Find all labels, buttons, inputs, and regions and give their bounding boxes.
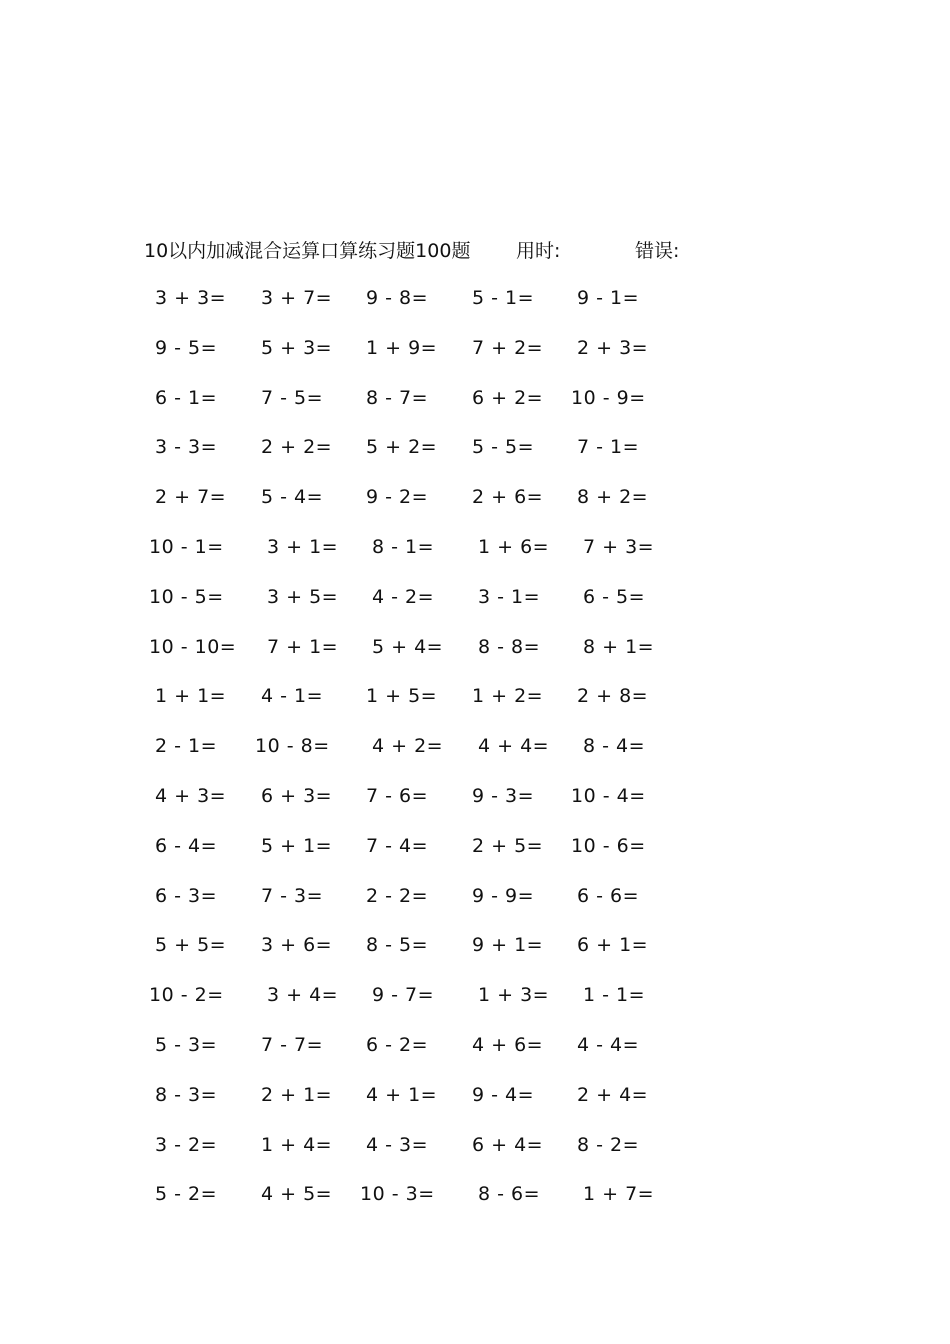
arithmetic-problem: 7 - 3=	[261, 885, 324, 907]
arithmetic-problem: 5 + 1=	[261, 835, 333, 857]
arithmetic-problem: 1 + 9=	[366, 337, 438, 359]
arithmetic-problem: 1 + 2=	[472, 685, 544, 707]
arithmetic-problem: 4 + 4=	[478, 735, 550, 757]
arithmetic-problem: 8 + 2=	[577, 486, 649, 508]
arithmetic-problem: 7 + 3=	[583, 536, 655, 558]
arithmetic-problem: 9 - 8=	[366, 287, 429, 309]
arithmetic-problem: 10 - 2=	[149, 984, 224, 1006]
arithmetic-problem: 10 - 5=	[149, 586, 224, 608]
arithmetic-problem: 8 - 2=	[577, 1134, 640, 1156]
arithmetic-problem: 7 - 1=	[577, 436, 640, 458]
arithmetic-problem: 5 - 2=	[155, 1183, 218, 1205]
arithmetic-problem: 4 + 2=	[372, 735, 444, 757]
arithmetic-problem: 6 - 3=	[155, 885, 218, 907]
arithmetic-problem: 6 + 2=	[472, 387, 544, 409]
arithmetic-problem: 2 + 1=	[261, 1084, 333, 1106]
time-used-label: 用时:	[516, 240, 561, 262]
arithmetic-problem: 5 + 4=	[372, 636, 444, 658]
arithmetic-problem: 8 - 1=	[372, 536, 435, 558]
arithmetic-problem: 4 + 3=	[155, 785, 227, 807]
arithmetic-problem: 5 + 3=	[261, 337, 333, 359]
arithmetic-problem: 4 - 3=	[366, 1134, 429, 1156]
arithmetic-problem: 7 + 1=	[267, 636, 339, 658]
worksheet-title: 10以内加减混合运算口算练习题100题	[144, 240, 471, 262]
arithmetic-problem: 8 - 3=	[155, 1084, 218, 1106]
arithmetic-problem: 3 + 4=	[267, 984, 339, 1006]
arithmetic-problem: 4 + 6=	[472, 1034, 544, 1056]
arithmetic-problem: 10 - 10=	[149, 636, 237, 658]
arithmetic-problem: 10 - 6=	[571, 835, 646, 857]
arithmetic-problem: 8 - 7=	[366, 387, 429, 409]
arithmetic-problem: 10 - 1=	[149, 536, 224, 558]
arithmetic-problem: 1 - 1=	[583, 984, 646, 1006]
arithmetic-problem: 3 - 2=	[155, 1134, 218, 1156]
arithmetic-problem: 3 - 3=	[155, 436, 218, 458]
arithmetic-problem: 6 - 5=	[583, 586, 646, 608]
arithmetic-problem: 3 + 1=	[267, 536, 339, 558]
arithmetic-problem: 1 + 7=	[583, 1183, 655, 1205]
arithmetic-problem: 2 - 2=	[366, 885, 429, 907]
arithmetic-problem: 6 + 3=	[261, 785, 333, 807]
arithmetic-problem: 9 - 4=	[472, 1084, 535, 1106]
arithmetic-problem: 1 + 1=	[155, 685, 227, 707]
arithmetic-problem: 3 - 1=	[478, 586, 541, 608]
arithmetic-problem: 4 - 1=	[261, 685, 324, 707]
arithmetic-problem: 3 + 6=	[261, 934, 333, 956]
arithmetic-problem: 3 + 5=	[267, 586, 339, 608]
arithmetic-problem: 2 - 1=	[155, 735, 218, 757]
arithmetic-problem: 6 - 1=	[155, 387, 218, 409]
arithmetic-problem: 7 - 7=	[261, 1034, 324, 1056]
arithmetic-problem: 7 - 5=	[261, 387, 324, 409]
arithmetic-problem: 5 - 4=	[261, 486, 324, 508]
arithmetic-problem: 6 + 4=	[472, 1134, 544, 1156]
arithmetic-problem: 7 + 2=	[472, 337, 544, 359]
arithmetic-problem: 1 + 3=	[478, 984, 550, 1006]
arithmetic-problem: 9 - 1=	[577, 287, 640, 309]
arithmetic-problem: 4 - 2=	[372, 586, 435, 608]
arithmetic-problem: 9 - 2=	[366, 486, 429, 508]
arithmetic-problem: 1 + 5=	[366, 685, 438, 707]
arithmetic-problem: 5 + 5=	[155, 934, 227, 956]
arithmetic-problem: 2 + 2=	[261, 436, 333, 458]
arithmetic-problem: 4 + 5=	[261, 1183, 333, 1205]
arithmetic-problem: 9 - 9=	[472, 885, 535, 907]
arithmetic-problem: 8 - 5=	[366, 934, 429, 956]
arithmetic-problem: 2 + 7=	[155, 486, 227, 508]
arithmetic-problem: 2 + 5=	[472, 835, 544, 857]
arithmetic-problem: 8 + 1=	[583, 636, 655, 658]
arithmetic-problem: 10 - 3=	[360, 1183, 435, 1205]
arithmetic-problem: 8 - 8=	[478, 636, 541, 658]
arithmetic-problem: 2 + 4=	[577, 1084, 649, 1106]
arithmetic-problem: 4 + 1=	[366, 1084, 438, 1106]
arithmetic-problem: 2 + 6=	[472, 486, 544, 508]
arithmetic-problem: 1 + 6=	[478, 536, 550, 558]
arithmetic-problem: 5 - 1=	[472, 287, 535, 309]
arithmetic-problem: 5 - 3=	[155, 1034, 218, 1056]
arithmetic-problem: 6 + 1=	[577, 934, 649, 956]
arithmetic-problem: 8 - 6=	[478, 1183, 541, 1205]
arithmetic-problem: 2 + 8=	[577, 685, 649, 707]
arithmetic-problem: 1 + 4=	[261, 1134, 333, 1156]
arithmetic-problem: 2 + 3=	[577, 337, 649, 359]
arithmetic-problem: 9 - 3=	[472, 785, 535, 807]
arithmetic-problem: 9 - 7=	[372, 984, 435, 1006]
arithmetic-problem: 3 + 3=	[155, 287, 227, 309]
errors-label: 错误:	[635, 240, 680, 262]
arithmetic-problem: 6 - 2=	[366, 1034, 429, 1056]
arithmetic-problem: 5 + 2=	[366, 436, 438, 458]
arithmetic-problem: 6 - 6=	[577, 885, 640, 907]
arithmetic-problem: 4 - 4=	[577, 1034, 640, 1056]
arithmetic-problem: 7 - 4=	[366, 835, 429, 857]
arithmetic-problem: 8 - 4=	[583, 735, 646, 757]
arithmetic-problem: 9 - 5=	[155, 337, 218, 359]
arithmetic-problem: 6 - 4=	[155, 835, 218, 857]
arithmetic-problem: 5 - 5=	[472, 436, 535, 458]
arithmetic-problem: 7 - 6=	[366, 785, 429, 807]
arithmetic-problem: 10 - 9=	[571, 387, 646, 409]
arithmetic-problem: 3 + 7=	[261, 287, 333, 309]
arithmetic-problem: 10 - 8=	[255, 735, 330, 757]
arithmetic-problem: 9 + 1=	[472, 934, 544, 956]
arithmetic-problem: 10 - 4=	[571, 785, 646, 807]
